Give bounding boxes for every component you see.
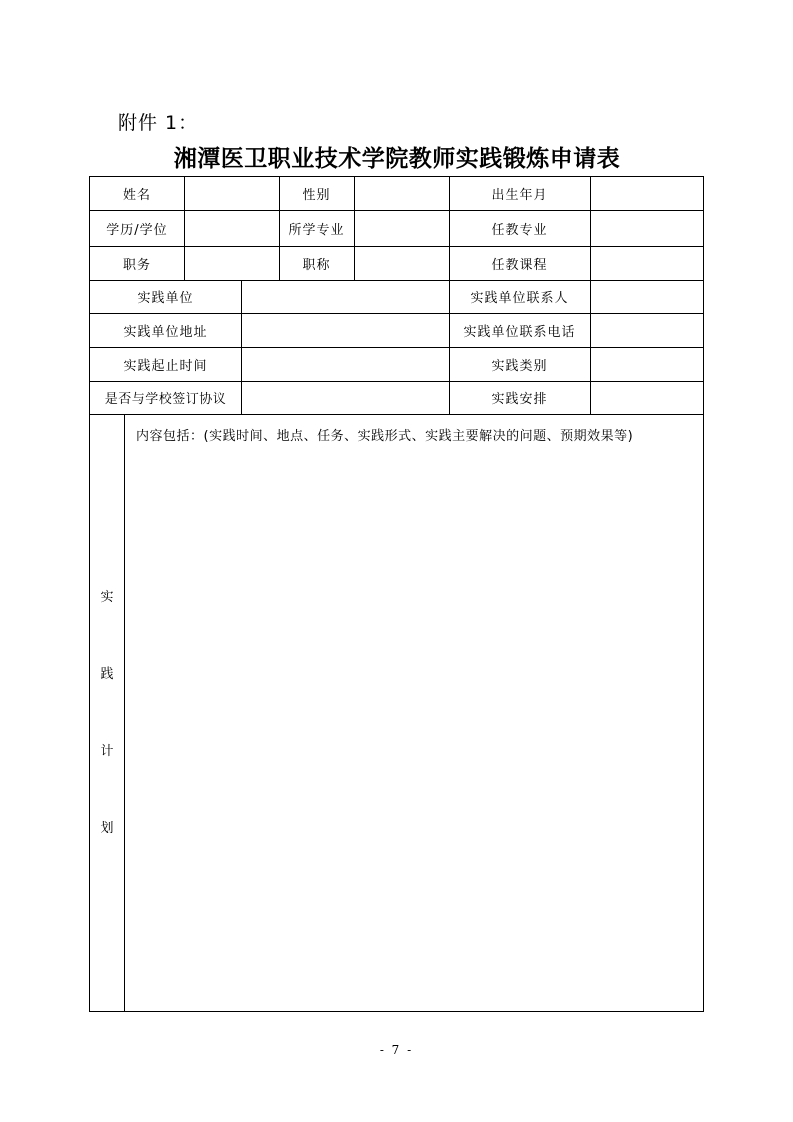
label-duty: 职务	[122, 257, 151, 273]
input-agreement[interactable]	[241, 381, 449, 414]
plan-label-char: 践	[100, 667, 114, 682]
input-practice-unit[interactable]	[241, 280, 449, 313]
input-practice-arrangement[interactable]	[590, 381, 703, 414]
label-practice-contact: 实践单位联系人	[470, 291, 569, 306]
label-practice-unit: 实践单位	[137, 291, 194, 306]
label-agreement: 是否与学校签订协议	[104, 392, 227, 407]
label-education: 学历/学位	[106, 222, 168, 238]
label-birth: 出生年月	[491, 188, 548, 203]
practice-plan-label	[90, 414, 124, 1012]
label-gender: 性别	[302, 188, 331, 203]
attachment-label: 附件 1：	[118, 112, 199, 134]
plan-label-char: 划	[100, 821, 114, 836]
practice-plan-hint: 内容包括：(实践时间、地点、任务、实践形式、实践主要解决的问题、预期效果等)	[136, 429, 634, 444]
input-education[interactable]	[184, 210, 279, 246]
label-major: 所学专业	[288, 222, 345, 238]
application-form-table	[89, 176, 704, 1012]
label-practice-arrangement: 实践安排	[491, 392, 548, 407]
input-name[interactable]	[184, 177, 279, 210]
input-practice-phone[interactable]	[590, 313, 703, 347]
input-practice-contact[interactable]	[590, 280, 703, 313]
label-practice-phone: 实践单位联系电话	[463, 324, 576, 340]
label-name: 姓名	[122, 188, 151, 203]
input-major[interactable]	[354, 210, 449, 246]
label-practice-type: 实践类别	[491, 358, 548, 374]
row-divider	[90, 414, 703, 415]
label-title-rank: 职称	[302, 257, 331, 273]
input-title-rank[interactable]	[354, 246, 449, 280]
input-gender[interactable]	[354, 177, 449, 210]
input-teaching-major[interactable]	[590, 210, 703, 246]
input-duty[interactable]	[184, 246, 279, 280]
input-birth[interactable]	[590, 177, 703, 210]
label-practice-period: 实践起止时间	[123, 358, 208, 374]
practice-plan-input-area[interactable]	[125, 447, 703, 1012]
label-practice-address: 实践单位地址	[123, 324, 208, 340]
plan-label-char: 计	[100, 744, 114, 759]
page-number: - 7 -	[379, 1043, 414, 1057]
plan-label-char: 实	[100, 590, 114, 605]
form-title: 湘潭医卫职业技术学院教师实践锻炼申请表	[173, 146, 621, 172]
label-teaching-major: 任教专业	[491, 222, 548, 238]
input-teaching-course[interactable]	[590, 246, 703, 280]
input-practice-period[interactable]	[241, 347, 449, 381]
input-practice-address[interactable]	[241, 313, 449, 347]
label-teaching-course: 任教课程	[491, 257, 548, 273]
input-practice-type[interactable]	[590, 347, 703, 381]
